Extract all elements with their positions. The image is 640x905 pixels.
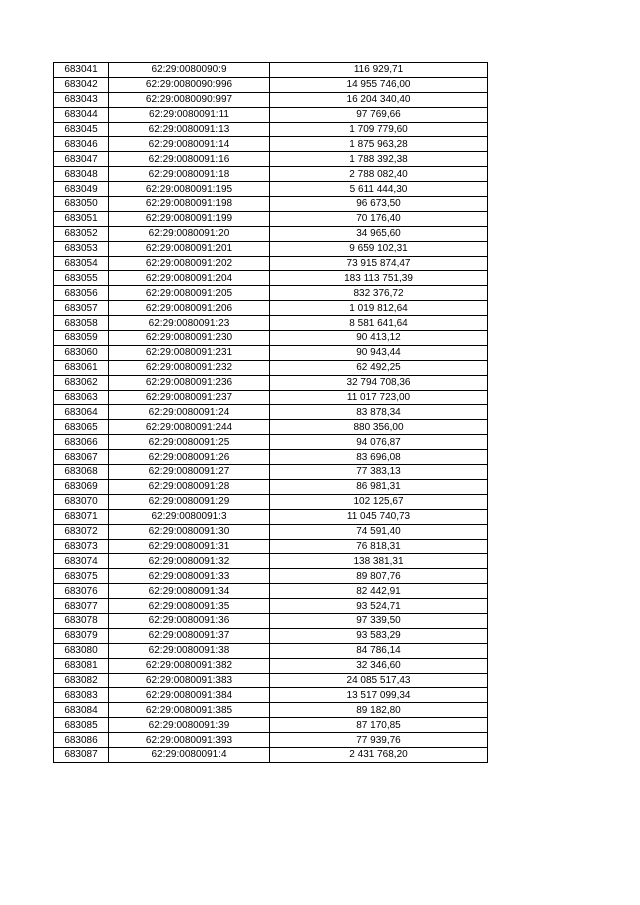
cadastral-number-cell: 62:29:0080091:383: [109, 673, 270, 688]
table-row: [54, 658, 488, 673]
table-row: [54, 628, 488, 643]
value-cell: 93 583,29: [270, 628, 488, 643]
table-row: [54, 479, 488, 494]
cadastral-number-cell: 62:29:0080091:26: [109, 450, 270, 465]
value-cell: 34 965,60: [270, 226, 488, 241]
cadastral-number-cell: 62:29:0080091:20: [109, 226, 270, 241]
table-row: [54, 331, 488, 346]
cadastral-number-cell: 62:29:0080090:996: [109, 77, 270, 92]
row-number-cell: 683081: [54, 658, 109, 673]
table-row: [54, 182, 488, 197]
row-number-cell: 683044: [54, 107, 109, 122]
table-row: [54, 733, 488, 748]
table-row: [54, 405, 488, 420]
row-number-cell: 683071: [54, 509, 109, 524]
table-row: [54, 420, 488, 435]
row-number-cell: 683082: [54, 673, 109, 688]
value-cell: 62 492,25: [270, 360, 488, 375]
value-cell: 90 413,12: [270, 331, 488, 346]
cadastral-number-cell: 62:29:0080091:28: [109, 479, 270, 494]
cadastral-number-cell: 62:29:0080091:382: [109, 658, 270, 673]
row-number-cell: 683072: [54, 524, 109, 539]
row-number-cell: 683079: [54, 628, 109, 643]
cadastral-number-cell: 62:29:0080091:393: [109, 733, 270, 748]
cadastral-number-cell: 62:29:0080091:13: [109, 122, 270, 137]
table-row: [54, 197, 488, 212]
cadastral-number-cell: 62:29:0080090:997: [109, 92, 270, 107]
value-cell: 84 786,14: [270, 643, 488, 658]
cadastral-number-cell: 62:29:0080091:18: [109, 167, 270, 182]
cadastral-number-cell: 62:29:0080091:25: [109, 435, 270, 450]
value-cell: 1 019 812,64: [270, 301, 488, 316]
value-cell: 32 794 708,36: [270, 375, 488, 390]
value-cell: 76 818,31: [270, 539, 488, 554]
value-cell: 83 878,34: [270, 405, 488, 420]
cadastral-number-cell: 62:29:0080091:34: [109, 584, 270, 599]
table-row: [54, 63, 488, 78]
cadastral-number-cell: 62:29:0080091:30: [109, 524, 270, 539]
row-number-cell: 683086: [54, 733, 109, 748]
table-row: [54, 137, 488, 152]
value-cell: 97 339,50: [270, 613, 488, 628]
cadastral-value-table: [53, 62, 488, 763]
cadastral-number-cell: 62:29:0080091:31: [109, 539, 270, 554]
value-cell: 8 581 641,64: [270, 316, 488, 331]
row-number-cell: 683087: [54, 747, 109, 762]
value-cell: 102 125,67: [270, 494, 488, 509]
cadastral-number-cell: 62:29:0080091:204: [109, 271, 270, 286]
row-number-cell: 683053: [54, 241, 109, 256]
table-row: [54, 494, 488, 509]
cadastral-number-cell: 62:29:0080091:244: [109, 420, 270, 435]
table-row: [54, 92, 488, 107]
table-row: [54, 703, 488, 718]
value-cell: 13 517 099,34: [270, 688, 488, 703]
table-row: [54, 152, 488, 167]
value-cell: 832 376,72: [270, 286, 488, 301]
table-row: [54, 390, 488, 405]
value-cell: 90 943,44: [270, 345, 488, 360]
cadastral-number-cell: 62:29:0080091:384: [109, 688, 270, 703]
table-body: [54, 63, 488, 763]
value-cell: 24 085 517,43: [270, 673, 488, 688]
cadastral-number-cell: 62:29:0080091:195: [109, 182, 270, 197]
table-row: [54, 524, 488, 539]
value-cell: 74 591,40: [270, 524, 488, 539]
value-cell: 89 807,76: [270, 569, 488, 584]
cadastral-number-cell: 62:29:0080091:3: [109, 509, 270, 524]
row-number-cell: 683049: [54, 182, 109, 197]
row-number-cell: 683060: [54, 345, 109, 360]
cadastral-number-cell: 62:29:0080091:27: [109, 465, 270, 480]
row-number-cell: 683047: [54, 152, 109, 167]
cadastral-number-cell: 62:29:0080091:4: [109, 747, 270, 762]
table-row: [54, 465, 488, 480]
row-number-cell: 683054: [54, 256, 109, 271]
table-row: [54, 256, 488, 271]
table-row: [54, 718, 488, 733]
row-number-cell: 683050: [54, 197, 109, 212]
table-row: [54, 509, 488, 524]
cadastral-number-cell: 62:29:0080091:37: [109, 628, 270, 643]
cadastral-number-cell: 62:29:0080091:33: [109, 569, 270, 584]
row-number-cell: 683077: [54, 599, 109, 614]
value-cell: 2 431 768,20: [270, 747, 488, 762]
row-number-cell: 683064: [54, 405, 109, 420]
table-row: [54, 584, 488, 599]
row-number-cell: 683084: [54, 703, 109, 718]
table-row: [54, 77, 488, 92]
row-number-cell: 683059: [54, 331, 109, 346]
value-cell: 5 611 444,30: [270, 182, 488, 197]
cadastral-number-cell: 62:29:0080091:36: [109, 613, 270, 628]
cadastral-number-cell: 62:29:0080091:39: [109, 718, 270, 733]
row-number-cell: 683052: [54, 226, 109, 241]
cadastral-number-cell: 62:29:0080091:385: [109, 703, 270, 718]
cadastral-number-cell: 62:29:0080091:205: [109, 286, 270, 301]
row-number-cell: 683056: [54, 286, 109, 301]
row-number-cell: 683069: [54, 479, 109, 494]
value-cell: 14 955 746,00: [270, 77, 488, 92]
value-cell: 9 659 102,31: [270, 241, 488, 256]
cadastral-number-cell: 62:29:0080091:206: [109, 301, 270, 316]
table-row: [54, 599, 488, 614]
row-number-cell: 683074: [54, 554, 109, 569]
row-number-cell: 683051: [54, 211, 109, 226]
row-number-cell: 683078: [54, 613, 109, 628]
table-row: [54, 375, 488, 390]
table-row: [54, 435, 488, 450]
value-cell: 138 381,31: [270, 554, 488, 569]
value-cell: 16 204 340,40: [270, 92, 488, 107]
table-row: [54, 345, 488, 360]
cadastral-number-cell: 62:29:0080091:35: [109, 599, 270, 614]
cadastral-number-cell: 62:29:0080091:230: [109, 331, 270, 346]
row-number-cell: 683055: [54, 271, 109, 286]
row-number-cell: 683073: [54, 539, 109, 554]
table-row: [54, 613, 488, 628]
row-number-cell: 683067: [54, 450, 109, 465]
row-number-cell: 683076: [54, 584, 109, 599]
value-cell: 1 788 392,38: [270, 152, 488, 167]
value-cell: 83 696,08: [270, 450, 488, 465]
table-row: [54, 688, 488, 703]
cadastral-number-cell: 62:29:0080091:198: [109, 197, 270, 212]
row-number-cell: 683075: [54, 569, 109, 584]
row-number-cell: 683042: [54, 77, 109, 92]
row-number-cell: 683046: [54, 137, 109, 152]
cadastral-number-cell: 62:29:0080091:231: [109, 345, 270, 360]
value-cell: 73 915 874,47: [270, 256, 488, 271]
cadastral-number-cell: 62:29:0080091:11: [109, 107, 270, 122]
row-number-cell: 683070: [54, 494, 109, 509]
value-cell: 32 346,60: [270, 658, 488, 673]
value-cell: 94 076,87: [270, 435, 488, 450]
table-row: [54, 226, 488, 241]
row-number-cell: 683045: [54, 122, 109, 137]
value-cell: 1 875 963,28: [270, 137, 488, 152]
cadastral-number-cell: 62:29:0080091:29: [109, 494, 270, 509]
value-cell: 97 769,66: [270, 107, 488, 122]
value-cell: 87 170,85: [270, 718, 488, 733]
table-row: [54, 316, 488, 331]
cadastral-number-cell: 62:29:0080091:201: [109, 241, 270, 256]
table-row: [54, 554, 488, 569]
row-number-cell: 683057: [54, 301, 109, 316]
cadastral-number-cell: 62:29:0080090:9: [109, 63, 270, 78]
row-number-cell: 683080: [54, 643, 109, 658]
table-row: [54, 122, 488, 137]
value-cell: 2 788 082,40: [270, 167, 488, 182]
cadastral-number-cell: 62:29:0080091:199: [109, 211, 270, 226]
value-cell: 82 442,91: [270, 584, 488, 599]
value-cell: 70 176,40: [270, 211, 488, 226]
row-number-cell: 683065: [54, 420, 109, 435]
table-row: [54, 286, 488, 301]
cadastral-number-cell: 62:29:0080091:24: [109, 405, 270, 420]
row-number-cell: 683061: [54, 360, 109, 375]
row-number-cell: 683041: [54, 63, 109, 78]
row-number-cell: 683083: [54, 688, 109, 703]
table-row: [54, 167, 488, 182]
table-row: [54, 241, 488, 256]
cadastral-number-cell: 62:29:0080091:14: [109, 137, 270, 152]
row-number-cell: 683043: [54, 92, 109, 107]
value-cell: 77 383,13: [270, 465, 488, 480]
table-row: [54, 271, 488, 286]
value-cell: 11 017 723,00: [270, 390, 488, 405]
value-cell: 96 673,50: [270, 197, 488, 212]
row-number-cell: 683063: [54, 390, 109, 405]
table-row: [54, 673, 488, 688]
table-row: [54, 107, 488, 122]
table-row: [54, 301, 488, 316]
cadastral-number-cell: 62:29:0080091:236: [109, 375, 270, 390]
value-cell: 1 709 779,60: [270, 122, 488, 137]
row-number-cell: 683085: [54, 718, 109, 733]
row-number-cell: 683058: [54, 316, 109, 331]
cadastral-number-cell: 62:29:0080091:237: [109, 390, 270, 405]
value-cell: 11 045 740,73: [270, 509, 488, 524]
table-row: [54, 643, 488, 658]
cadastral-number-cell: 62:29:0080091:38: [109, 643, 270, 658]
table-row: [54, 360, 488, 375]
value-cell: 89 182,80: [270, 703, 488, 718]
value-cell: 116 929,71: [270, 63, 488, 78]
value-cell: 86 981,31: [270, 479, 488, 494]
table-row: [54, 569, 488, 584]
cadastral-number-cell: 62:29:0080091:202: [109, 256, 270, 271]
table-row: [54, 539, 488, 554]
row-number-cell: 683062: [54, 375, 109, 390]
table-row: [54, 747, 488, 762]
value-cell: 93 524,71: [270, 599, 488, 614]
cadastral-number-cell: 62:29:0080091:23: [109, 316, 270, 331]
value-cell: 183 113 751,39: [270, 271, 488, 286]
row-number-cell: 683048: [54, 167, 109, 182]
table-row: [54, 450, 488, 465]
table-row: [54, 211, 488, 226]
value-cell: 77 939,76: [270, 733, 488, 748]
row-number-cell: 683068: [54, 465, 109, 480]
cadastral-number-cell: 62:29:0080091:32: [109, 554, 270, 569]
row-number-cell: 683066: [54, 435, 109, 450]
cadastral-number-cell: 62:29:0080091:16: [109, 152, 270, 167]
value-cell: 880 356,00: [270, 420, 488, 435]
cadastral-number-cell: 62:29:0080091:232: [109, 360, 270, 375]
